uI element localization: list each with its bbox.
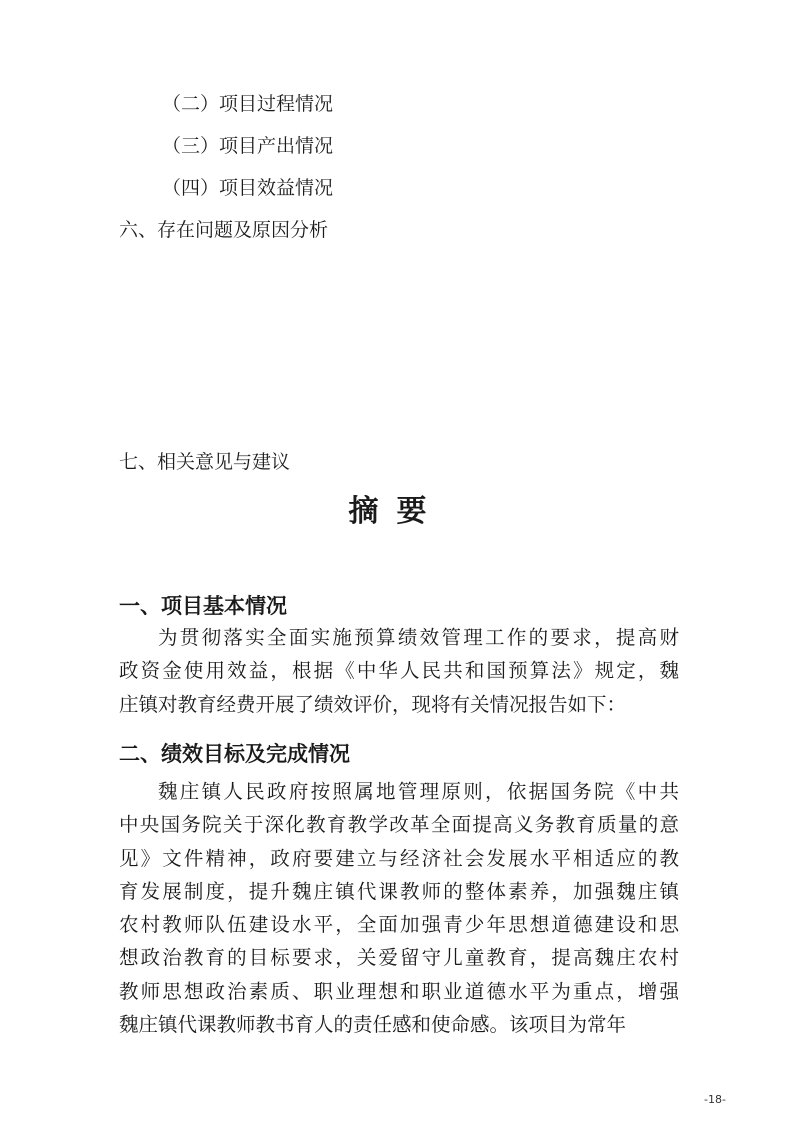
paragraph-line: 为贯彻落实全面实施预算绩效管理工作的要求，提高财 [158, 626, 679, 649]
toc-item-project-output: （三）项目产出情况 [162, 135, 334, 157]
section-heading-basic-info: 一、项目基本情况 [119, 594, 287, 618]
paragraph-line: 中央国务院关于深化教育教学改革全面提高义务教育质量的意 [119, 813, 679, 837]
toc-section-suggestions: 七、相关意见与建议 [119, 451, 291, 473]
paragraph-line: 魏庄镇人民政府按照属地管理原则，依据国务院《中共 [158, 780, 679, 803]
paragraph-line: 想政治教育的目标要求，关爱留守儿童教育，提高魏庄农村 [119, 946, 679, 970]
paragraph-line: 庄镇对教育经费开展了绩效评价，现将有关情况报告如下： [119, 692, 627, 716]
paragraph-basic-info [119, 621, 679, 721]
page-number: -18- [704, 1093, 726, 1106]
paragraph-line: 教师思想政治素质、职业理想和职业道德水平为重点，增强 [119, 979, 679, 1003]
toc-item-project-process: （二）项目过程情况 [162, 93, 334, 115]
summary-title: 摘要 [348, 494, 445, 529]
toc-section-problems: 六、存在问题及原因分析 [119, 219, 329, 241]
toc-item-project-benefit: （四）项目效益情况 [162, 177, 334, 199]
paragraph-goals [119, 775, 679, 1041]
paragraph-line: 农村教师队伍建设水平，全面加强青少年思想道德建设和思 [119, 913, 679, 937]
paragraph-line: 育发展制度，提升魏庄镇代课教师的整体素养，加强魏庄镇 [119, 879, 679, 903]
paragraph-line: 魏庄镇代课教师教书育人的责任感和使命感。该项目为常年 [119, 1013, 627, 1037]
paragraph-line: 政资金使用效益，根据《中华人民共和国预算法》规定，魏 [119, 659, 679, 683]
section-heading-goals: 二、绩效目标及完成情况 [119, 742, 350, 766]
paragraph-line: 见》文件精神，政府要建立与经济社会发展水平相适应的教 [119, 846, 679, 870]
